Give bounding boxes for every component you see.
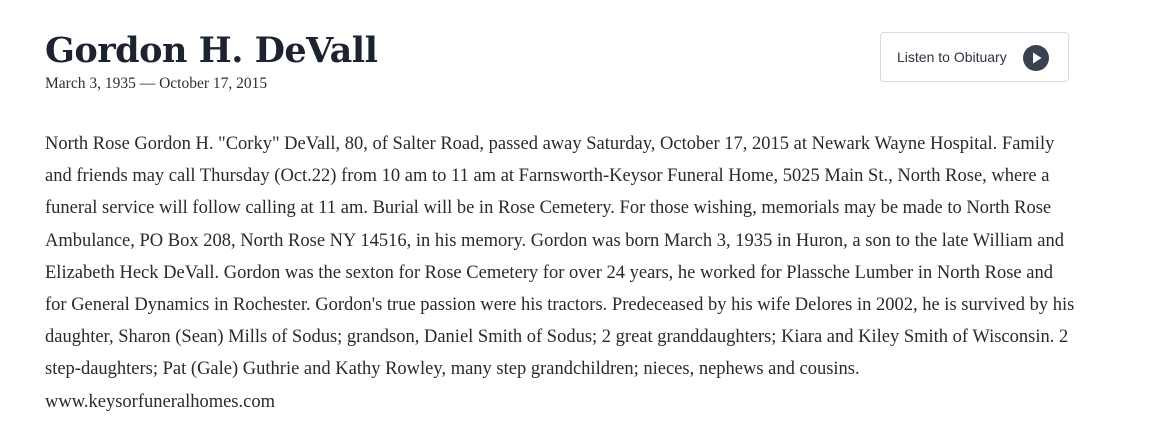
play-icon (1023, 45, 1049, 71)
listen-to-obituary-button[interactable] (880, 32, 1069, 82)
obituary-text: North Rose Gordon H. "Corky" DeVall, 80, of Salter Road, passed away Saturday, October 17, 2015 at Newark Wayne Hospital. Family and friends may call Thursday (Oct.22) from 10 am to 11 am at Farnsworth-Keysor Funeral Home, 5025 Main St., North Rose, where a funeral service will follow calling at 11 am. Burial will be in Rose Cemetery. For those wishing, memorials may be made to North Rose Ambulance, PO Box 208, North Rose NY 14516, in his memory. Gordon was born March 3, 1935 in Huron, a son to the late William and Elizabeth Heck DeVall. Gordon was the sexton for Rose Cemetery for over 24 years, he worked for Plassche Lumber in North Rose and for General Dynamics in Rochester. Gordon's true passion were his tractors. Predeceased by his wife Delores in 2002, he is survived by his daughter, Sharon (Sean) Mills of Sodus; grandson, Daniel Smith of Sodus; 2 great granddaughters; Kiara and Kiley Smith of Wisconsin. 2 step-daughters; Pat (Gale) Guthrie and Kathy Rowley, many step grandchildren; nieces, nephews and cousins. www.keysorfuneralhomes.com (45, 134, 1075, 412)
page-title: Gordon H. DeVall (45, 30, 378, 71)
listen-button-label: Listen to Obituary (897, 49, 1007, 65)
life-dates: March 3, 1935 — October 17, 2015 (45, 75, 268, 92)
